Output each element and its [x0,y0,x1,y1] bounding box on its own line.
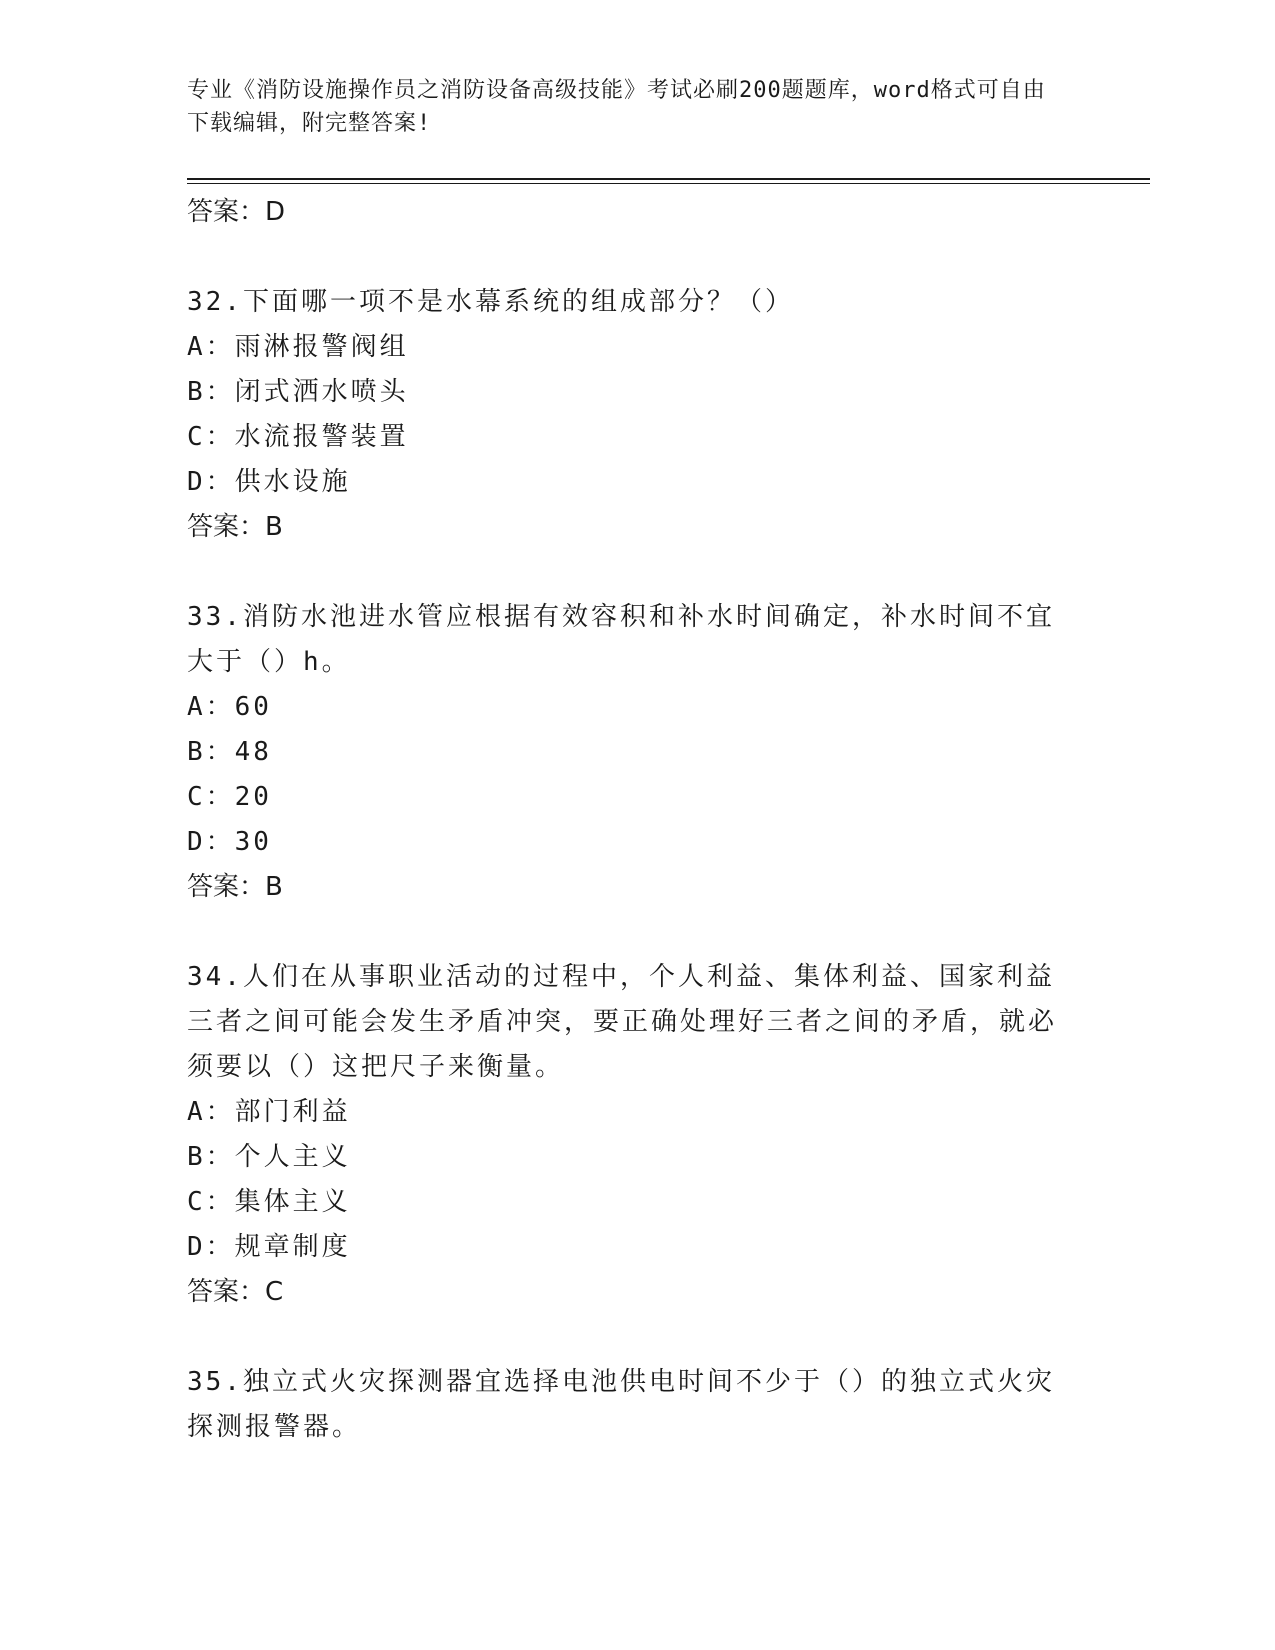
question-text: 35.独立式火灾探测器宜选择电池供电时间不少于（）的独立式火灾探测报警器。 [187,1367,1055,1442]
spacer [187,550,1067,595]
answer-line: 答案：B [187,512,283,542]
question-text: 32.下面哪一项不是水幕系统的组成部分？（） [187,287,794,317]
answer-option: B：48 [187,737,272,767]
answer-option: C：20 [187,782,272,812]
answer-line: 答案：B [187,872,283,902]
answer-line: 答案：D [187,197,286,227]
answer-option: B：闭式洒水喷头 [187,377,409,407]
question-list [187,190,1067,1450]
answer-option: A：雨淋报警阀组 [187,332,409,362]
answer-option: C：水流报警装置 [187,422,409,452]
answer-option: B：个人主义 [187,1142,351,1172]
spacer [187,910,1067,955]
answer-option: D：供水设施 [187,467,351,497]
answer-option: C：集体主义 [187,1187,351,1217]
question-text: 33.消防水池进水管应根据有效容积和补水时间确定，补水时间不宜大于（）h。 [187,602,1055,677]
answer-option: A：60 [187,692,272,722]
answer-option: A：部门利益 [187,1097,351,1127]
header-divider-thick [187,178,1150,180]
question-text: 34.人们在从事职业活动的过程中，个人利益、集体利益、国家利益三者之间可能会发生矛盾冲突，要正确处理好三者之间的矛盾，就必须要以（）这把尺子来衡量。 [187,962,1058,1082]
document-header: 专业《消防设施操作员之消防设备高级技能》考试必刷200题题库，word格式可自由下载编辑，附完整答案! [187,78,1046,136]
answer-line: 答案：C [187,1277,284,1307]
spacer [187,1315,1067,1360]
header-divider-thin [187,183,1150,184]
spacer [187,235,1067,280]
answer-option: D：30 [187,827,272,857]
answer-option: D：规章制度 [187,1232,351,1262]
